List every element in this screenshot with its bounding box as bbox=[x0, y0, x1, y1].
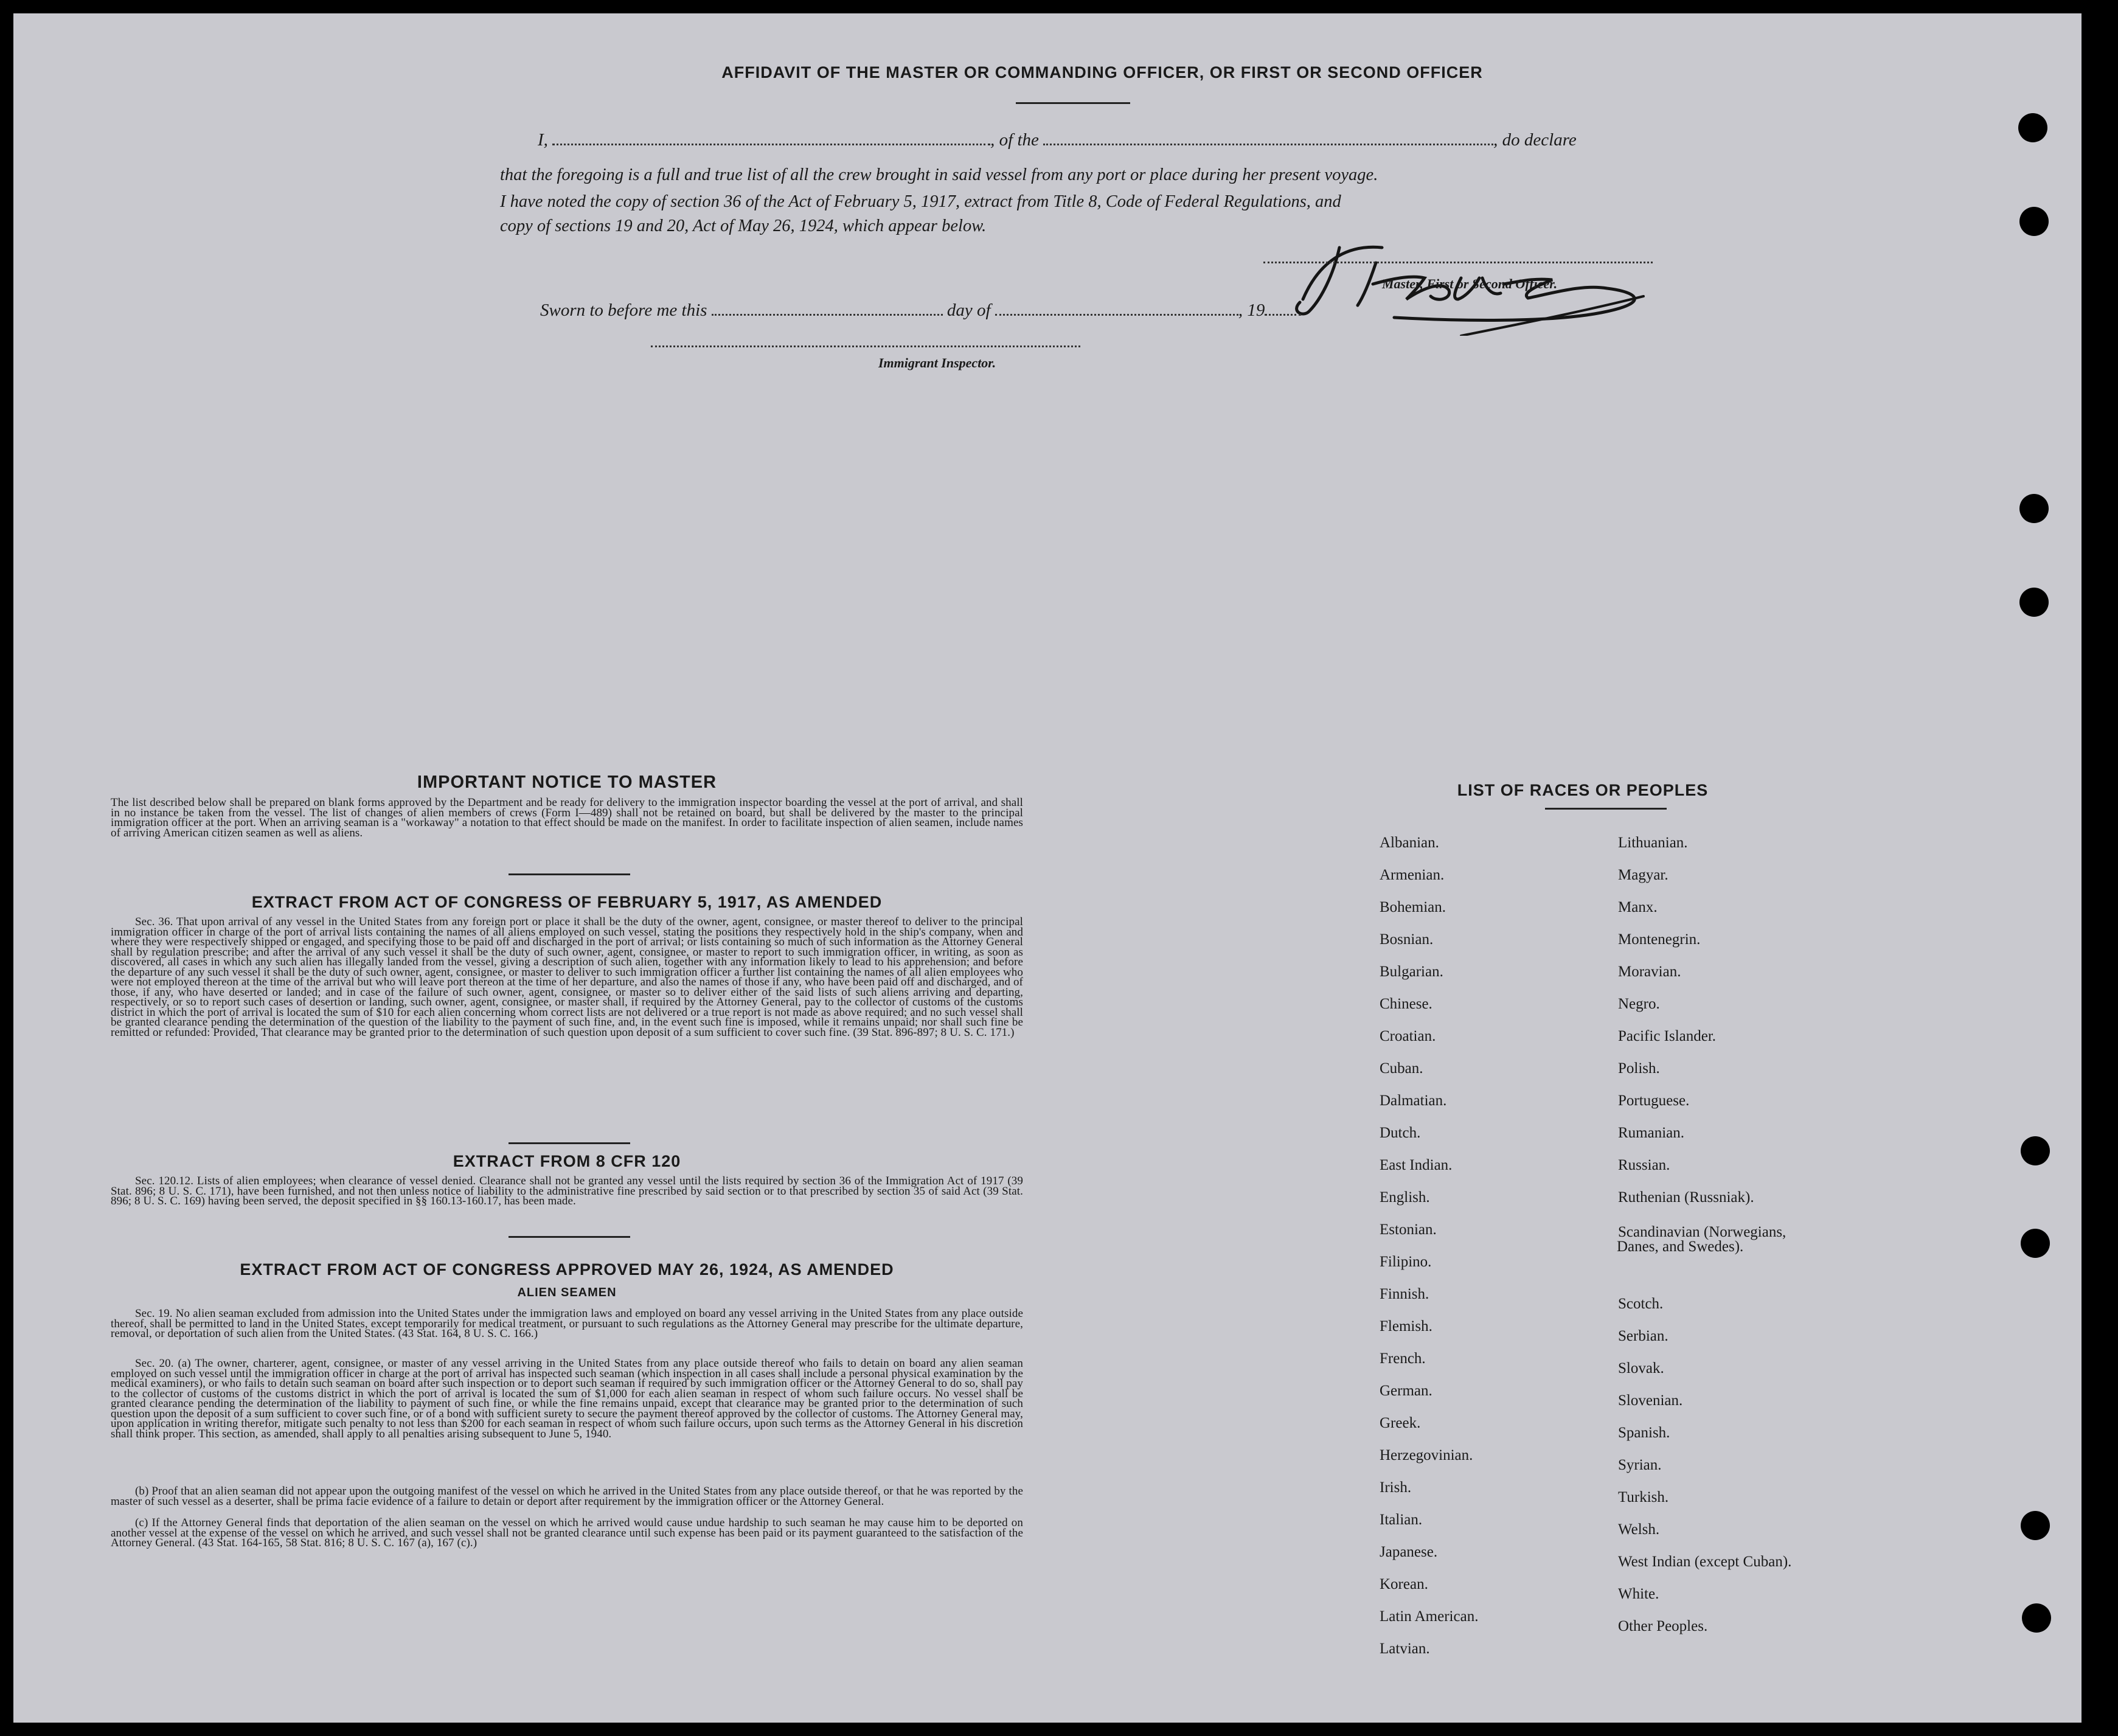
punch-hole bbox=[2019, 588, 2049, 617]
notice-text: The list described below shall be prepared on blank forms approved by the Department and be ready for delivery to the immigration inspector boarding the vessel at the port of arrival, and shall in no instance be taken from the vessel. The list of changes of alien members of crews (Form I—489) shall not be retained on board, but shall be delivered by the master to the principal immigration officer at the port. When an arriving seaman is a "workaway" a notation to that effect should be made on the manifest. In order to facilitate inspection of alien seamen, include names of arriving American citizen seamen as well as aliens. bbox=[111, 796, 1023, 839]
extract-cfr-rule bbox=[509, 1236, 630, 1238]
extract-1917-rule bbox=[509, 1142, 630, 1144]
races-title: LIST OF RACES OR PEOPLES bbox=[1457, 781, 1709, 799]
race-left-item: Bohemian. bbox=[1380, 899, 1446, 915]
notice-rule bbox=[509, 873, 630, 875]
extract-1924-sec19: Sec. 19. No alien seaman excluded from admission into the United States under the immigration laws and employed on board any vessel arriving in the United States from any place outside thereof, shall be permitted to land in the United States, except temporarily for medical treatment, or pursuant to such regulations as the Attorney General may prescribe for the ultimate departure, removal, or deportation of such alien from the United States. (43 Stat. 164, 8 U. S. C. 166.) bbox=[111, 1307, 1023, 1340]
race-right-item: Montenegrin. bbox=[1618, 931, 1701, 948]
race-left-item: Finnish. bbox=[1380, 1286, 1429, 1302]
affidavit-i: I, bbox=[538, 130, 548, 150]
race-left-item: Cuban. bbox=[1380, 1060, 1423, 1077]
extract-1924-sec20a: Sec. 20. (a) The owner, charterer, agent, consignee, or master of any vessel arriving in the United States from any place outside thereof who fails to detain on board any alien seaman employed on such vessel until the immigration officer in charge at the port of arrival has inspected such seaman (which inspection in all cases shall include a personal physical examination by the medical examiners), or who fails to detain such seaman on board after such inspection or to deport such seaman if required by such immigration officer or the Attorney General to do so, shall pay to the collector of customs of the customs district in which the port of arrival is located the sum of $1,000 for each alien seaman in respect of whom such failure occurs. No vessel shall be granted clearance pending the determination of the liability to payment of such fine, or while the fine remains unpaid, except that clearance may be granted prior to the determination of such question upon the deposit of a sum sufficient to cover such fine, or of a bond with sufficient surety to secure the payment thereof approved by the collector of customs. The Attorney General may, upon application in writing therefor, mitigate such penalty to not less than $200 for each seaman in respect of whom such failure occurs, upon such terms as the Attorney General in his discretion shall think proper. This section, as amended, shall apply to all penalties arising subsequent to June 5, 1940. bbox=[111, 1357, 1023, 1440]
affidavit-of-the: , of the bbox=[990, 130, 1039, 150]
race-right-item: Portuguese. bbox=[1618, 1092, 1690, 1109]
race-right-item: Magyar. bbox=[1618, 867, 1668, 883]
race-right-item: Russian. bbox=[1618, 1157, 1670, 1173]
race-left-item: Albanian. bbox=[1380, 835, 1439, 851]
punch-hole bbox=[2022, 1603, 2051, 1633]
race-left-item: East Indian. bbox=[1380, 1157, 1453, 1173]
race-left-item: Dutch. bbox=[1380, 1125, 1421, 1141]
race-left-item: Italian. bbox=[1380, 1512, 1423, 1528]
name-field[interactable] bbox=[552, 144, 990, 145]
race-right-item: Turkish. bbox=[1618, 1489, 1669, 1505]
race-right-item: Manx. bbox=[1618, 899, 1658, 915]
race-left-item: Estonian. bbox=[1380, 1221, 1437, 1238]
race-right-item: Welsh. bbox=[1618, 1521, 1660, 1538]
extract-cfr-text: Sec. 120.12. Lists of alien employees; when clearance of vessel denied. Clearance shall not be granted any vessel until the lists required by section 36 of the Immigration Act of 1917 (39 Stat. 896; 8 U. S. C. 171), have been furnished, and not then unless notice of liability to the administrative fine prescribed by said section or to that prescribed by section 35 of said Act (39 Stat. 896; 8 U. S. C. 169) having been served, the deposit specified in §§ 160.13-160.17, has been made. bbox=[111, 1175, 1023, 1207]
race-left-item: Armenian. bbox=[1380, 867, 1445, 883]
sworn-line bbox=[540, 300, 1392, 321]
extract-1917-title: EXTRACT FROM ACT OF CONGRESS OF FEBRUARY 5, 1917, AS AMENDED bbox=[251, 893, 883, 911]
race-left-item: Filipino. bbox=[1380, 1254, 1432, 1270]
day-of-label: day of bbox=[946, 300, 991, 320]
race-right-item: Polish. bbox=[1618, 1060, 1660, 1077]
race-left-item: Latvian. bbox=[1380, 1641, 1430, 1657]
extract-cfr-title: EXTRACT FROM 8 CFR 120 bbox=[453, 1152, 681, 1170]
punch-hole bbox=[2019, 207, 2049, 236]
year-label: , 19 bbox=[1238, 300, 1265, 320]
race-left-item: Bosnian. bbox=[1380, 931, 1434, 948]
vessel-field[interactable] bbox=[1043, 144, 1493, 145]
race-left-item: Korean. bbox=[1380, 1576, 1428, 1592]
alien-seamen-subtitle: ALIEN SEAMEN bbox=[517, 1286, 617, 1299]
inspector-line bbox=[651, 345, 1080, 347]
race-right-item: Lithuanian. bbox=[1618, 835, 1688, 851]
notice-title: IMPORTANT NOTICE TO MASTER bbox=[417, 773, 717, 792]
race-right-item: White. bbox=[1618, 1586, 1659, 1602]
race-left-item: Dalmatian. bbox=[1380, 1092, 1447, 1109]
punch-hole bbox=[2018, 113, 2047, 142]
race-right-item: Serbian. bbox=[1618, 1328, 1668, 1344]
affidavit-line1 bbox=[538, 130, 1669, 150]
race-left-item: French. bbox=[1380, 1350, 1426, 1367]
signature-text: H. Stokke bbox=[1266, 220, 1269, 221]
race-left-item: Herzegovinian. bbox=[1380, 1447, 1473, 1463]
race-left-item: Latin American. bbox=[1380, 1608, 1479, 1625]
inspector-label: Immigrant Inspector. bbox=[878, 355, 996, 370]
signature-line bbox=[1263, 262, 1653, 263]
race-right-item: Slovenian. bbox=[1618, 1392, 1683, 1409]
affidavit-line2: that the foregoing is a full and true list of all the crew brought in said vessel from any port or place during her present voyage. bbox=[500, 165, 1378, 184]
race-right-item: Rumanian. bbox=[1618, 1125, 1685, 1141]
punch-hole bbox=[2021, 1229, 2050, 1258]
document-page bbox=[13, 13, 2082, 1723]
punch-hole bbox=[2021, 1136, 2050, 1165]
extract-1924-sec20b: (b) Proof that an alien seaman did not appear upon the outgoing manifest of the vessel on which he arrived in the United States from any place outside thereof, or that he was reported by the master of such vessel as a deserter, shall be prima facie evidence of a failure to detain or deport after requirement by the immigration officer or the Attorney General. bbox=[111, 1485, 1023, 1508]
race-right-item: Spanish. bbox=[1618, 1425, 1670, 1441]
sworn-year-field[interactable] bbox=[1265, 314, 1301, 316]
race-right-item: West Indian (except Cuban). bbox=[1618, 1554, 1792, 1570]
race-right-item: Pacific Islander. bbox=[1618, 1028, 1717, 1044]
extract-1924-title: EXTRACT FROM ACT OF CONGRESS APPROVED MAY 26, 1924, AS AMENDED bbox=[240, 1260, 894, 1279]
race-right-item: Ruthenian (Russniak). bbox=[1618, 1189, 1754, 1206]
punch-hole bbox=[2019, 494, 2049, 523]
race-left-item: Irish. bbox=[1380, 1479, 1412, 1496]
race-right-item: Scotch. bbox=[1618, 1296, 1664, 1312]
affidavit-line4: copy of sections 19 and 20, Act of May 26, 1924, which appear below. bbox=[500, 217, 987, 235]
sworn-day-field[interactable] bbox=[712, 314, 943, 316]
affidavit-line3: I have noted the copy of section 36 of the Act of February 5, 1917, extract from Title 8, Code of Federal Regulations, and bbox=[500, 192, 1341, 211]
races-rule bbox=[1545, 808, 1667, 810]
race-right-item: Other Peoples. bbox=[1618, 1618, 1708, 1634]
race-right-item: Syrian. bbox=[1618, 1457, 1662, 1473]
race-left-item: Flemish. bbox=[1380, 1318, 1432, 1335]
affidavit-declare: , do declare bbox=[1493, 130, 1577, 150]
sworn-label: Sworn to before me this bbox=[540, 300, 707, 320]
race-right-item: Slovak. bbox=[1618, 1360, 1664, 1377]
extract-1917-text: Sec. 36. That upon arrival of any vessel in the United States from any foreign port or place it shall be the duty of the owner, agent, consignee, or master thereof to deliver to the principal immigration officer in charge of the port of arrival lists containing the names of all aliens employed on such vessel, stating the positions they respectively hold in the ship's company, when and where they were respectively shipped or engaged, and specifying those to be paid off and discharged in the port of arrival; or lists containing so much of such information as the Attorney General shall by regulation prescribe; and after the arrival of any such vessel it shall be the duty of such owner, agent, consignee, or master to report to such immigration officer, in writing, as soon as discovered, all cases in which any such alien has illegally landed from the vessel, giving a description of such alien, together with any information likely to lead to his apprehension; and before the departure of any such vessel it shall be the duty of such owner, agent, consignee, or master to deliver to such immigration officer a further list containing the names of all alien employees who were not employed thereon at the time of the arrival but who will leave port thereon at the time of her departure, and also the names of those if any, who have been paid off and discharged, and of those, if any, who have deserted or landed; and in case of the failure of such owner, agent, consignee, or master so to deliver either of the said lists of such aliens arriving and departing, respectively, or so to report such cases of desertion or landing, such owner, agent, consignee, or master shall, if required by the Attorney General, pay to the collector of customs of the customs district in which the port of arrival is located the sum of $10 for each alien concerning whom correct lists are not delivered or a true report is not made as above required; and no such vessel shall be granted clearance pending the determination of the question of the liability to the payment of such fine, and, in the event such fine is imposed, while it remains unpaid; nor shall such fine be remitted or refunded: Provided, That clearance may be granted prior to the determination of such question upon deposit of a sum sufficient to cover such fine. (39 Stat. 896-897; 8 U. S. C. 171.) bbox=[111, 915, 1023, 1039]
race-left-item: Chinese. bbox=[1380, 996, 1432, 1012]
race-right-item: Negro. bbox=[1618, 996, 1660, 1012]
race-left-item: German. bbox=[1380, 1383, 1432, 1399]
race-left-item: Croatian. bbox=[1380, 1028, 1436, 1044]
punch-hole bbox=[2021, 1511, 2050, 1540]
affidavit-title: AFFIDAVIT OF THE MASTER OR COMMANDING OFFICER, OR FIRST OR SECOND OFFICER bbox=[721, 63, 1483, 82]
extract-1924-sec20c: (c) If the Attorney General finds that deportation of the alien seaman on the vessel on which he arrived would cause undue hardship to such seaman he may cause him to be deported on another vessel at the expense of the vessel on which he arrived, and such vessel shall not be granted clearance until such expense has been paid or its payment guaranteed to the satisfaction of the Attorney General. (43 Stat. 164-165, 58 Stat. 816; 8 U. S. C. 167 (a), 167 (c).) bbox=[111, 1516, 1023, 1549]
title-rule bbox=[1016, 102, 1130, 104]
race-left-item: English. bbox=[1380, 1189, 1430, 1206]
race-left-item: Bulgarian. bbox=[1380, 963, 1443, 980]
race-left-item: Greek. bbox=[1380, 1415, 1421, 1431]
master-label: Master, First or Second Officer. bbox=[1382, 276, 1558, 291]
race-right-item: Danes, and Swedes). bbox=[1617, 1238, 1744, 1255]
sworn-month-field[interactable] bbox=[995, 314, 1238, 316]
race-right-item: Moravian. bbox=[1618, 963, 1681, 980]
race-right-item: Scandinavian (Norwegians, bbox=[1618, 1224, 1786, 1240]
race-left-item: Japanese. bbox=[1380, 1544, 1438, 1560]
